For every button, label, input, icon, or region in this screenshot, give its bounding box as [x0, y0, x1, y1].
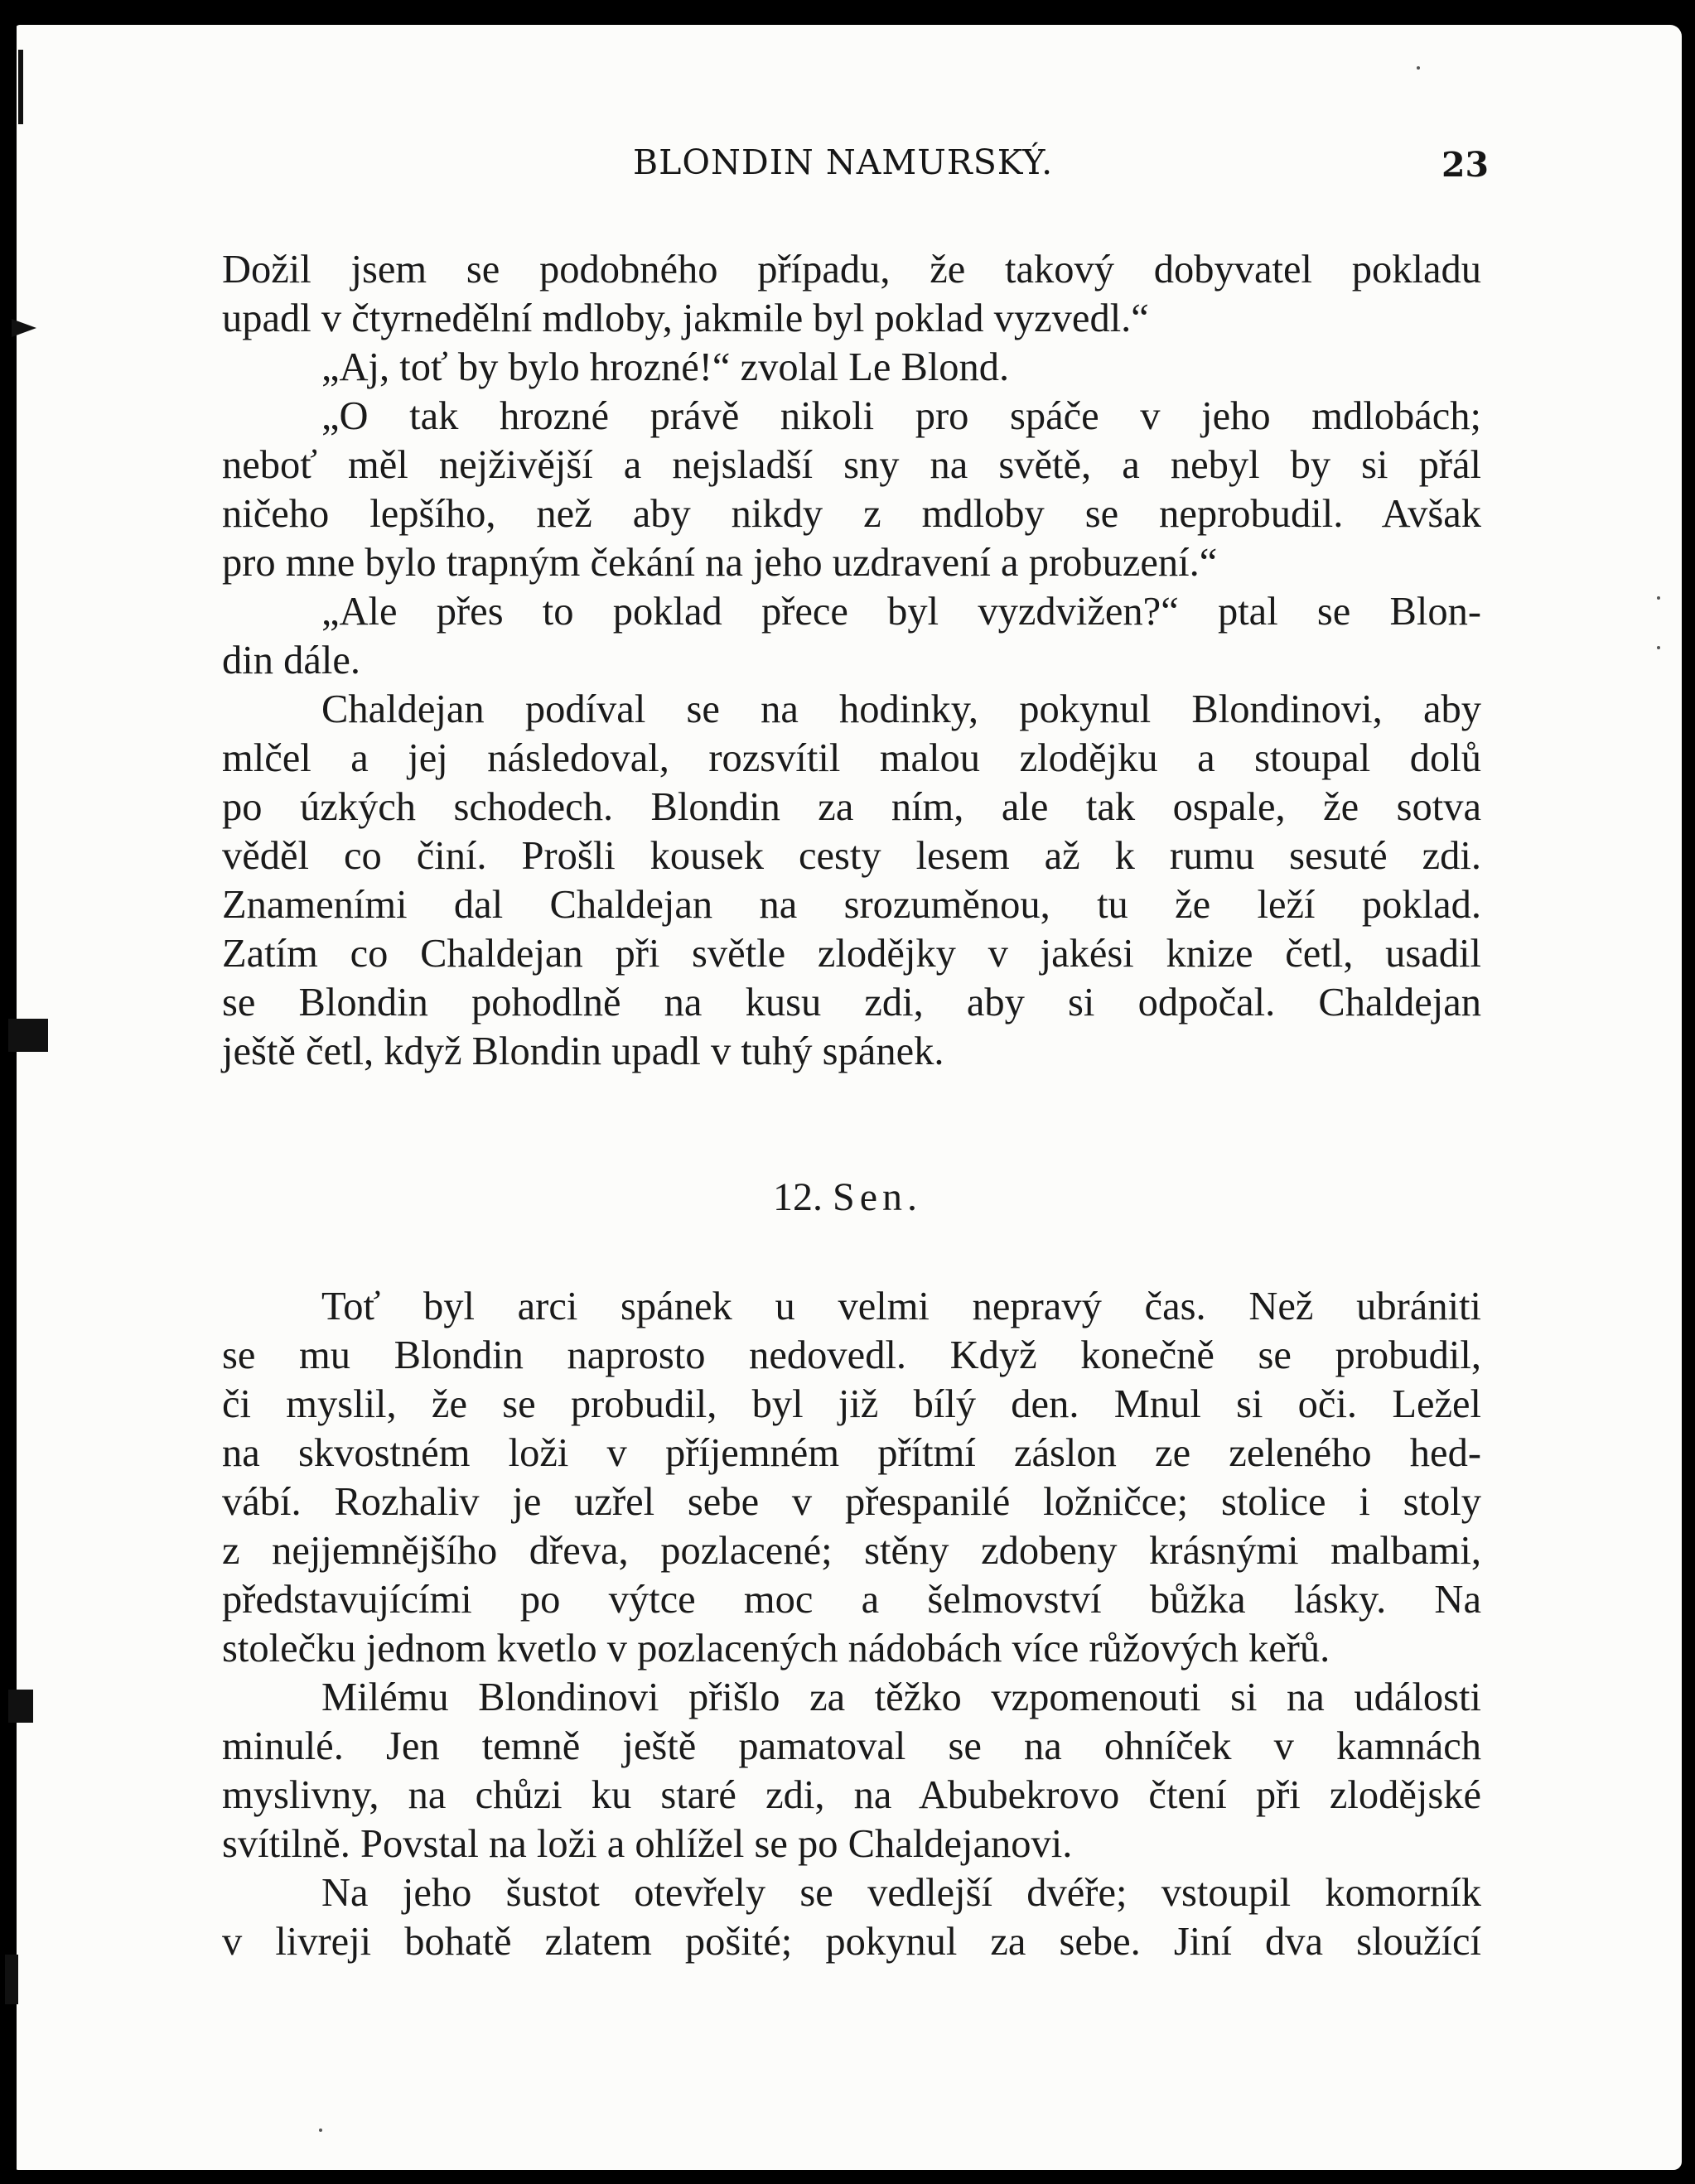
chapter-number: 12. [773, 1175, 823, 1219]
text-line: představujícími po výtce moc a šelmovství bůžka lásky. Na [222, 1578, 1481, 1622]
text-line: na skvostném loži v příjemném přítmí záslon ze zeleného hed- [222, 1431, 1481, 1475]
edge-mark [18, 50, 23, 124]
page-header [0, 142, 1695, 192]
text-block-bottom [222, 1282, 1481, 1966]
paper-speck [1417, 66, 1420, 70]
text-line: vábí. Rozhaliv je uzřel sebe v přespanilé ložničce; stolice i stoly [222, 1480, 1481, 1524]
chapter-heading [0, 1174, 1695, 1220]
text-line: pro mne bylo trapným čekání na jeho uzdravení a probuzení.“ [222, 541, 1218, 585]
text-line: Chaldejan podíval se na hodinky, pokynul Blondinovi, aby [321, 687, 1481, 731]
text-line: neboť měl nejživější a nejsladší sny na světě, a nebyl by si přál [222, 443, 1481, 487]
text-line: věděl co činí. Prošli kousek cesty lesem až k rumu sesuté zdi. [222, 834, 1481, 878]
text-line: mlčel a jej následoval, rozsvítil malou zlodějku a stoupal dolů [222, 736, 1481, 780]
text-line: Milému Blondinovi přišlo za těžko vzpomenouti si na události [321, 1675, 1481, 1719]
text-line: Zatím co Chaldejan při světle zlodějky v jakési knize četl, usadil [222, 932, 1481, 976]
text-line: po úzkých schodech. Blondin za ním, ale tak ospale, že sotva [222, 785, 1481, 829]
text-line: Na jeho šustot otevřely se vedlejší dvéře; vstoupil komorník [321, 1871, 1481, 1915]
text-line: din dále. [222, 639, 361, 682]
text-line: či myslil, že se probudil, byl již bílý den. Mnul si oči. Ležel [222, 1382, 1481, 1426]
text-line: ještě četl, když Blondin upadl v tuhý spánek. [222, 1029, 944, 1073]
paper-speck [1657, 646, 1660, 649]
edge-mark [5, 1955, 18, 2004]
text-line: „O tak hrozné právě nikoli pro spáče v jeho mdlobách; [321, 394, 1481, 438]
text-line: myslivny, na chůzi ku staré zdi, na Abubekrovo čtení při zlodějské [222, 1773, 1481, 1817]
text-line: „Aj, toť by bylo hrozné!“ zvolal Le Blond. [321, 345, 1010, 389]
text-line: ničeho lepšího, než aby nikdy z mdloby se neprobudil. Avšak [222, 492, 1481, 536]
running-title: BLONDIN NAMURSKÝ. [633, 142, 1054, 182]
text-line: svítilně. Povstal na loži a ohlížel se po Chaldejanovi. [222, 1822, 1073, 1866]
paper-speck [1657, 596, 1660, 600]
page-number: 23 [1441, 145, 1490, 185]
chapter-title: Sen. [833, 1175, 922, 1219]
text-line: Toť byl arci spánek u velmi nepravý čas. Než ubrániti [321, 1285, 1481, 1328]
text-line: Znameními dal Chaldejan na srozuměnou, tu že leží poklad. [222, 883, 1481, 927]
text-line: stolečku jednom kvetlo v pozlacených nádobách více růžových keřů. [222, 1627, 1330, 1671]
text-line: se mu Blondin naprosto nedovedl. Když konečně se probudil, [222, 1333, 1481, 1377]
text-line: z nejjemnějšího dřeva, pozlacené; stěny zdobeny krásnými malbami, [222, 1529, 1481, 1573]
text-line: minulé. Jen temně ještě pamatoval se na ohníček v kamnách [222, 1724, 1481, 1768]
text-block-top [222, 245, 1481, 1076]
paper-speck [319, 2129, 322, 2132]
edge-mark [8, 1019, 48, 1052]
text-line: Dožil jsem se podobného případu, že takový dobyvatel pokladu [222, 248, 1481, 292]
text-line: v livreji bohatě zlatem pošité; pokynul za sebe. Jiní dva sloužící [222, 1920, 1481, 1964]
text-line: se Blondin pohodlně na kusu zdi, aby si odpočal. Chaldejan [222, 981, 1481, 1025]
text-line: „Ale přes to poklad přece byl vyzdvižen?“ ptal se Blon- [321, 590, 1481, 634]
text-line: upadl v čtyrnedělní mdloby, jakmile byl poklad vyzvedl.“ [222, 297, 1149, 340]
edge-mark [8, 1690, 33, 1723]
